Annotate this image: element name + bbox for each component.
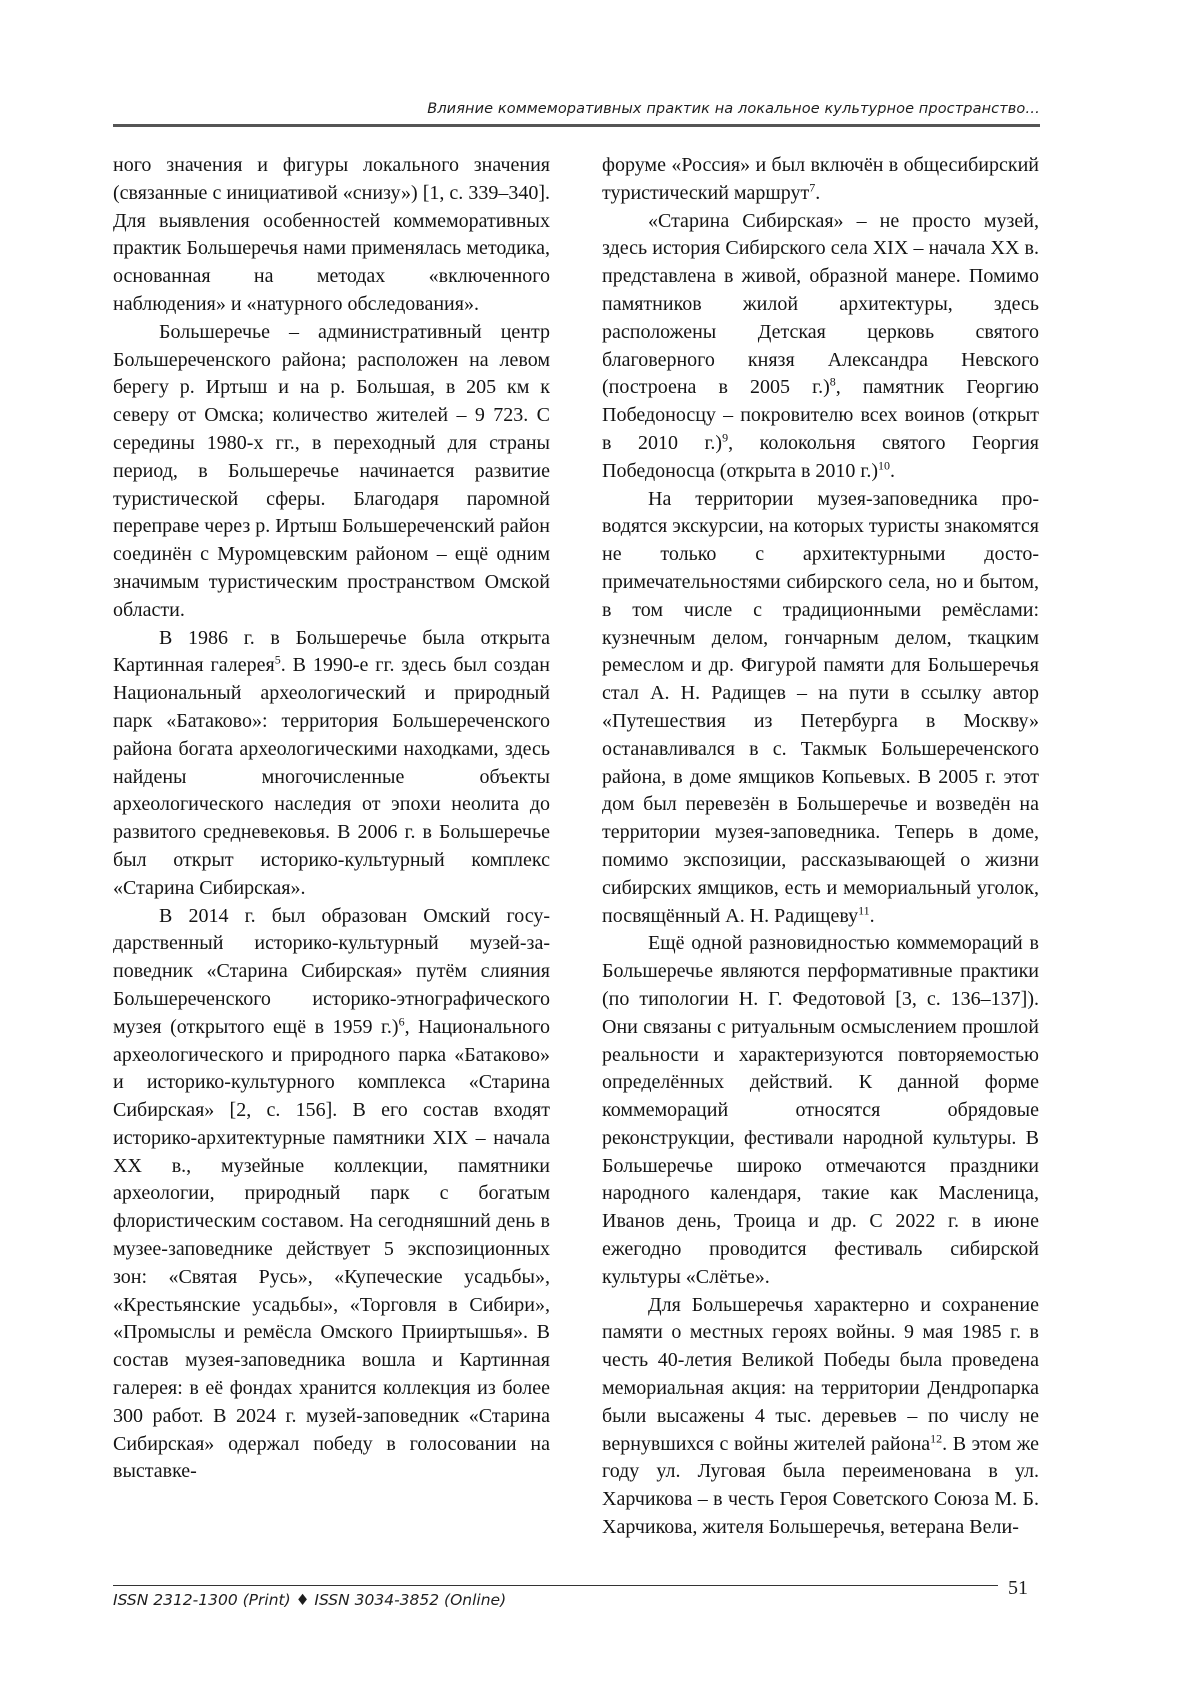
footnote-ref[interactable]: 6 <box>398 1014 405 1029</box>
paragraph: В 2014 г. был образован Омский государственный историко-культурный музей-заповедник «Старина Сибирская» путём слияния Большереченского историко-этнографического музея (открытого ещё в 1959 г.)$^6$, Национального археологического и природного парка «Батаково» и историко-культурного комплекса «Старина Сибирская» [2, с. 156]. В его состав входят историко-архитектурные памятники XIX – начала XX в., музейные коллекции, памятники археологии, природный парк с богатым флористическим составом. На сегодняшний день в музее-заповеднике действует 5 экспозиционных зон: «Святая Русь», «Купеческие усадьбы», «Крестьянские усадьбы», «Торговля в Сибири», «Промыслы и ремёсла Омского Прииртышья». В состав музея-заповедника вошла и Картинная галерея: в её фондах хранится коллекция из более 300 работ. В 2024 г. музей-заповедник «Старина Сибирская» одержал победу в голосовании на выставке- <box>113 904 551 1483</box>
right-column <box>602 152 1039 1542</box>
footer-rule <box>113 1585 998 1586</box>
footnote-ref[interactable]: 11 <box>858 902 870 917</box>
paragraph: «Старина Сибирская» – не просто музей, здесь история Сибирского села XIX – начала XX в. представлена в живой, образной манере. Помимо памятников жилой архитектуры, здесь расположены Детская церковь святого благоверного князя Александра Невского (построена в 2005 г.)$^8$, памятник Георгию Победоносцу – покровителю всех воинов (открыт в 2010 г.)$^9$, колокольня святого Георгия Победоносца (открыта в 2010 г.)$^{10}$. <box>602 209 1039 482</box>
paragraph: В 1986 г. в Большеречье была открыта Картинная галерея$^5$. В 1990-е гг. здесь был создан Национальный археологический и природный парк «Батаково»: территория Большереченского района богата археологическими находками, здесь найдены многочисленные объекты археологического наследия от эпохи неолита до развитого средневековья. В 2006 г. в Большеречье был открыт историко-культурный комплекс «Старина Сибирская». <box>113 626 550 899</box>
footnote-ref[interactable]: 5 <box>274 652 281 667</box>
header-rule <box>113 124 1040 127</box>
paragraph: На территории музея-заповедника проводятся экскурсии, на которых туристы знакомятся не только с архитектурными достопримечательностями сибирского села, но и бытом, в том числе с традиционными ремёслами: кузнечным делом, гончарным делом, ткацким ремеслом и др. Фигурой памяти для Большеречья стал А. Н. Радищев – на пути в ссылку автор «Путешествия из Петербурга в Москву» останавливался в с. Такмык Большереченского района, в доме ямщиков Копьевых. В 2005 г. этот дом был перевезён в Большеречье и возведён на территории музея-заповедника. Теперь в доме, помимо экспозиции, рассказывающей о жизни сибирских ямщиков, есть и мемориальный уголок, посвящённый А. Н. Радищеву$^{11}$. <box>602 487 1039 927</box>
paragraph: Для Большеречья характерно и сохранение памяти о местных героях войны. 9 мая 1985 г. в честь 40-летия Великой Победы была проведена мемориальная акция: на территории Дендропарка были высажены 4 тыс. деревьев – по числу не вернувшихся с войны жителей района$^{12}$. В этом же году ул. Луговая была переименована в ул. Харчикова – в честь Героя Советского Союза М. Б. Харчикова, жителя Большеречья, ветерана Вели- <box>602 1293 1039 1539</box>
footnote-ref[interactable]: 12 <box>930 1431 943 1445</box>
footnote-ref[interactable]: 9 <box>722 430 729 445</box>
page-number: 51 <box>1008 1577 1028 1599</box>
paragraph: форуме «Россия» и был включён в общесибирский туристический маршрут$^7$. <box>602 154 1039 204</box>
paragraph: Большеречье – административный центр Большереченского района; расположен на левом берегу р. Иртыш и на р. Большая, в 205 км к северу от Омска; количество жителей – 9 723. С середины 1980-х гг., в переходный для страны период, в Большеречье начинается развитие туристической сферы. Благодаря паромной переправе через р. Иртыш Большереченский район соединён с Муромцевским районом – ещё одним значимым туристическим пространством Омской области. <box>113 320 550 621</box>
paragraph: ного значения и фигуры локального значения (связанные с инициативой «снизу») [1, с. 339–340]. Для выявления особенностей коммеморативных практик Большеречья нами применялась методика, основанная на методах «включенного наблюдения» и «натурного обследования». <box>113 154 550 315</box>
footnote-ref[interactable]: 7 <box>809 180 816 195</box>
footnote-ref[interactable]: 10 <box>878 458 891 473</box>
issn-line: ISSN 2312-1300 (Print) ♦ ISSN 3034-3852 (Online) <box>113 1591 507 1609</box>
left-column <box>113 152 550 1486</box>
running-title: Влияние коммеморативных практик на локальное культурное пространство… <box>427 101 1040 117</box>
footnote-ref[interactable]: 8 <box>829 374 836 389</box>
paragraph: Ещё одной разновидностью коммемораций в Большеречье являются перформативные практики (по типологии Н. Г. Федотовой [3, с. 136–137]). Они связаны с ритуальным осмыслением прошлой реальности и характеризуются повторяемостью определённых действий. К данной форме коммемораций относятся обрядовые реконструкции, фестивали народной культуры. В Большеречье широко отмечаются праздники народного календаря, такие как Масленица, Иванов день, Троица и др. С 2022 г. в июне ежегодно проводится фестиваль сибирской культуры «Слётье». <box>602 932 1039 1288</box>
